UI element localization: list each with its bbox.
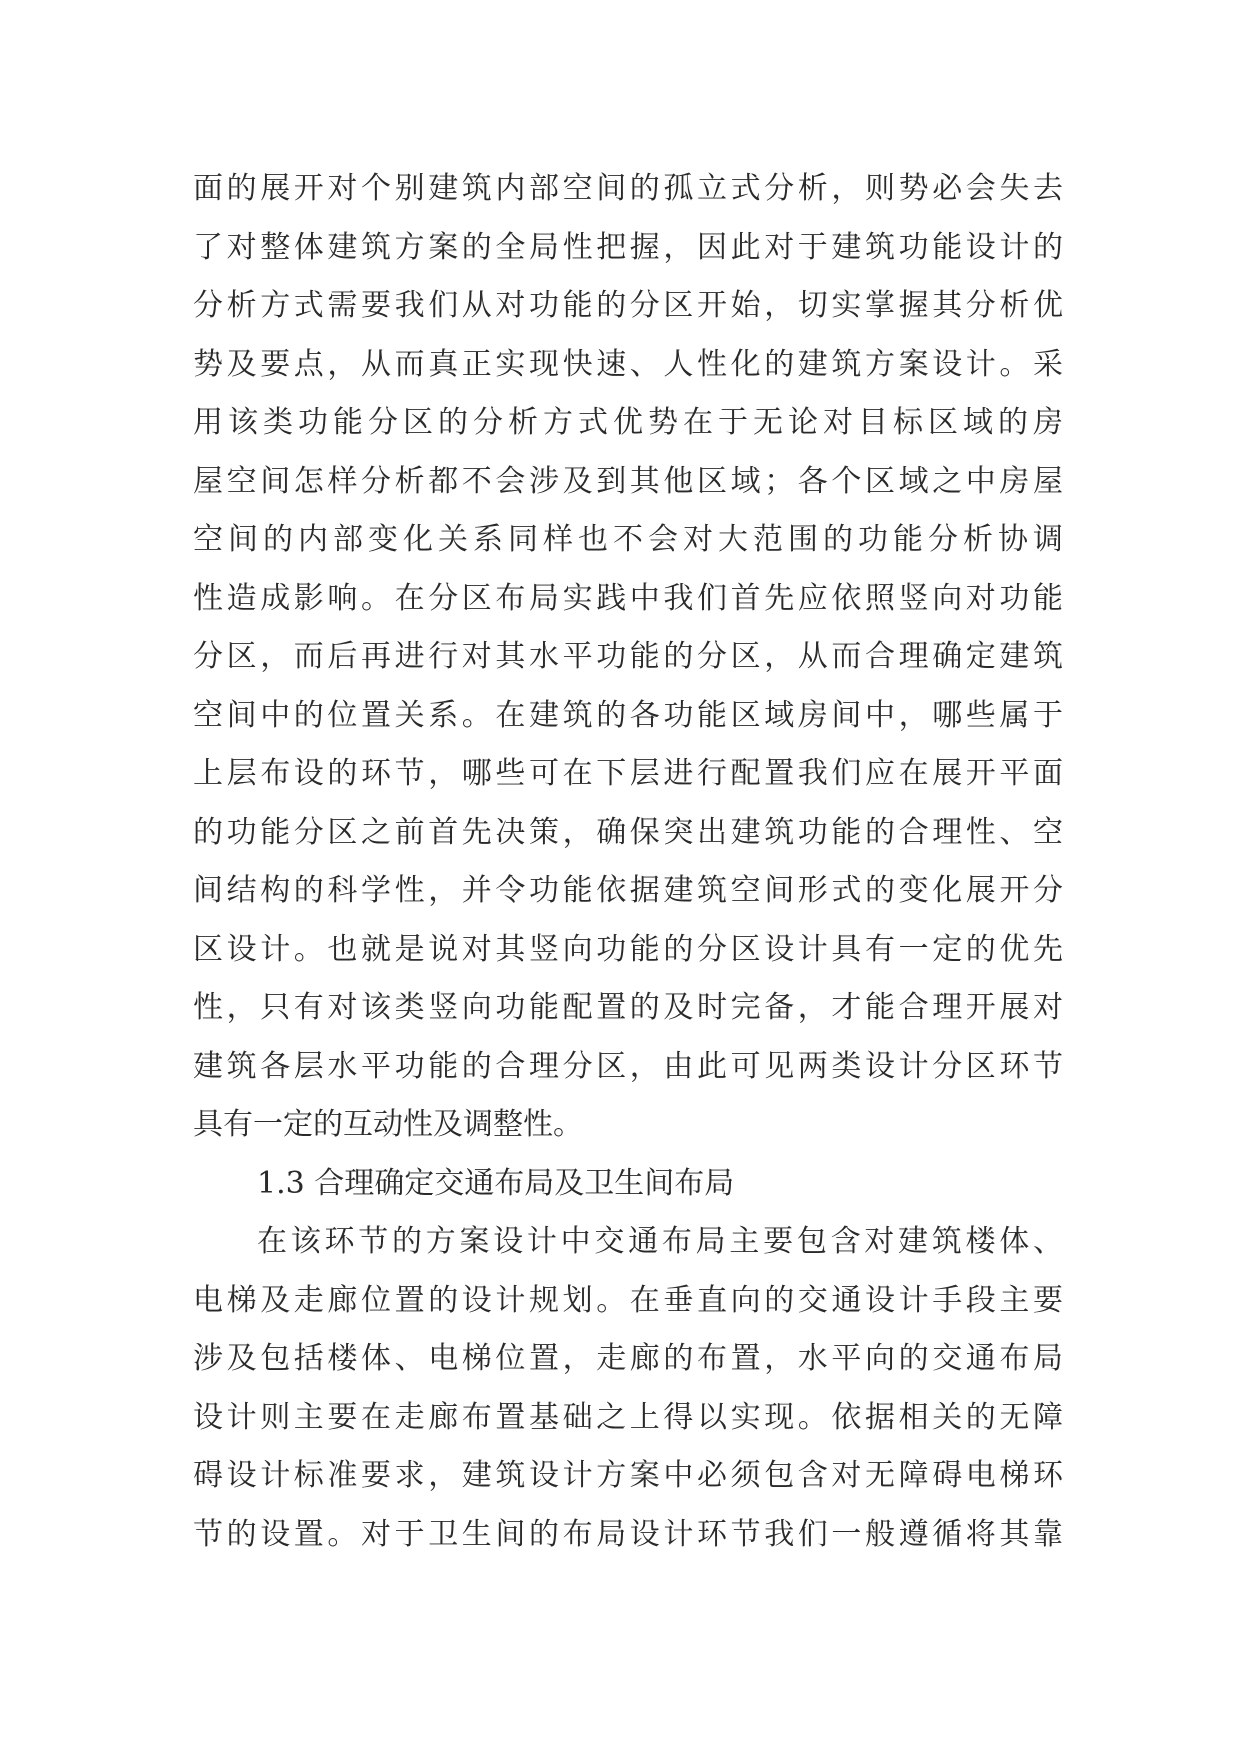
text-line-21: 涉及包括楼体、电梯位置，走廊的布置，水平向的交通布局	[193, 1341, 1063, 1376]
text-line-20: 电梯及走廊位置的设计规划。在垂直向的交通设计手段主要	[193, 1282, 1063, 1318]
text-line-2: 了对整体建筑方案的全局性把握，因此对于建筑功能设计的	[193, 229, 1063, 265]
text-line-4: 势及要点，从而真正实现快速、人性化的建筑方案设计。采	[193, 346, 1063, 382]
text-line-24: 节的设置。对于卫生间的布局设计环节我们一般遵循将其靠	[193, 1516, 1063, 1552]
text-line-5: 用该类功能分区的分析方式优势在于无论对目标区域的房	[193, 405, 1063, 440]
section-heading: 1.3 合理确定交通布局及卫生间布局	[257, 1165, 735, 1201]
text-line-22: 设计则主要在走廊布置基础之上得以实现。依据相关的无障	[193, 1399, 1063, 1435]
document-body	[193, 160, 1063, 1564]
text-line-13: 间结构的科学性，并令功能依据建筑空间形式的变化展开分	[193, 873, 1063, 908]
text-line-14: 区设计。也就是说对其竖向功能的分区设计具有一定的优先	[193, 931, 1063, 967]
text-line-1: 面的展开对个别建筑内部空间的孤立式分析，则势必会失去	[193, 171, 1063, 206]
text-line-11: 上层布设的环节，哪些可在下层进行配置我们应在展开平面	[193, 756, 1063, 791]
text-line-10: 空间中的位置关系。在建筑的各功能区域房间中，哪些属于	[193, 697, 1063, 733]
text-line-3: 分析方式需要我们从对功能的分区开始，切实掌握其分析优	[193, 288, 1063, 323]
text-line-23: 碍设计标准要求，建筑设计方案中必须包含对无障碍电梯环	[193, 1458, 1063, 1493]
text-line-15: 性，只有对该类竖向功能配置的及时完备，才能合理开展对	[193, 990, 1063, 1025]
text-line-19: 在该环节的方案设计中交通布局主要包含对建筑楼体、	[257, 1224, 1063, 1259]
text-line-12: 的功能分区之前首先决策，确保突出建筑功能的合理性、空	[193, 814, 1063, 850]
text-line-8: 性造成影响。在分区布局实践中我们首先应依照竖向对功能	[193, 580, 1063, 616]
text-line-7: 空间的内部变化关系同样也不会对大范围的功能分析协调	[193, 522, 1063, 557]
text-line-17: 具有一定的互动性及调整性。	[193, 1107, 583, 1142]
text-line-9: 分区，而后再进行对其水平功能的分区，从而合理确定建筑	[193, 639, 1063, 674]
text-line-6: 屋空间怎样分析都不会涉及到其他区域；各个区域之中房屋	[193, 463, 1063, 499]
text-line-16: 建筑各层水平功能的合理分区，由此可见两类设计分区环节	[193, 1048, 1063, 1084]
